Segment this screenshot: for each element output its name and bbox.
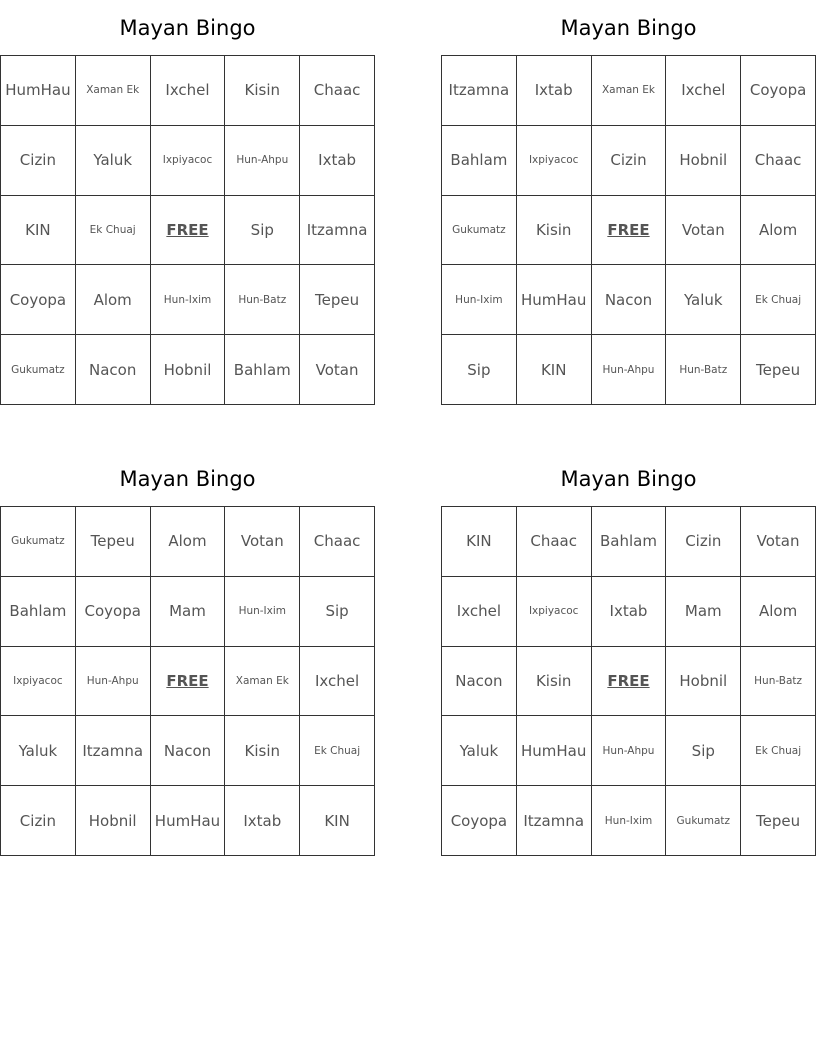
bingo-cell: Ixtab	[592, 577, 667, 647]
bingo-cell: Coyopa	[741, 56, 816, 126]
free-space-cell: FREE	[151, 647, 226, 717]
bingo-cell: Chaac	[300, 56, 375, 126]
bingo-cell: Hun-Ixim	[225, 577, 300, 647]
bingo-cell: Votan	[225, 507, 300, 577]
bingo-grid	[441, 506, 816, 856]
bingo-cell: Hun-Ahpu	[592, 335, 667, 405]
bingo-cell: Yaluk	[442, 716, 517, 786]
bingo-cell: Cizin	[1, 786, 76, 856]
bingo-cell: KIN	[442, 507, 517, 577]
bingo-cell: Votan	[666, 196, 741, 266]
bingo-grid	[0, 55, 375, 405]
bingo-cell: Itzamna	[76, 716, 151, 786]
bingo-cell: Yaluk	[666, 265, 741, 335]
bingo-cell: Hun-Ahpu	[592, 716, 667, 786]
bingo-cell: Ek Chuaj	[300, 716, 375, 786]
bingo-cell: Ek Chuaj	[76, 196, 151, 266]
free-space-cell: FREE	[592, 196, 667, 266]
bingo-cell: Hun-Batz	[225, 265, 300, 335]
bingo-cell: Ixtab	[225, 786, 300, 856]
bingo-cell: HumHau	[1, 56, 76, 126]
bingo-cell: Cizin	[592, 126, 667, 196]
bingo-cell: Yaluk	[1, 716, 76, 786]
bingo-grid	[441, 55, 816, 405]
bingo-cell: Coyopa	[76, 577, 151, 647]
bingo-cell: Ixpiyacoc	[151, 126, 226, 196]
free-space-cell: FREE	[151, 196, 226, 266]
card-title: Mayan Bingo	[560, 15, 697, 40]
bingo-cell: Hun-Ahpu	[225, 126, 300, 196]
bingo-cell: Xaman Ek	[76, 56, 151, 126]
bingo-cell: Kisin	[225, 716, 300, 786]
bingo-cell: Sip	[300, 577, 375, 647]
bingo-cell: Ixchel	[666, 56, 741, 126]
bingo-cell: Nacon	[442, 647, 517, 717]
bingo-cell: Alom	[76, 265, 151, 335]
bingo-cell: KIN	[1, 196, 76, 266]
bingo-cell: Ixpiyacoc	[517, 126, 592, 196]
bingo-cell: Hobnil	[76, 786, 151, 856]
bingo-cell: Chaac	[300, 507, 375, 577]
bingo-cell: Nacon	[151, 716, 226, 786]
bingo-cell: Coyopa	[1, 265, 76, 335]
bingo-cell: Xaman Ek	[225, 647, 300, 717]
bingo-cell: Mam	[666, 577, 741, 647]
bingo-cell: Ixchel	[151, 56, 226, 126]
bingo-cell: Gukumatz	[666, 786, 741, 856]
bingo-cell: HumHau	[151, 786, 226, 856]
bingo-cell: Ek Chuaj	[741, 716, 816, 786]
bingo-cell: Tepeu	[76, 507, 151, 577]
bingo-cell: Votan	[300, 335, 375, 405]
bingo-cell: HumHau	[517, 265, 592, 335]
bingo-cell: Alom	[741, 196, 816, 266]
bingo-cell: Coyopa	[442, 786, 517, 856]
bingo-cell: Ixpiyacoc	[1, 647, 76, 717]
bingo-cell: Sip	[442, 335, 517, 405]
card-title: Mayan Bingo	[119, 15, 256, 40]
bingo-cell: Ixchel	[300, 647, 375, 717]
free-space-cell: FREE	[592, 647, 667, 717]
bingo-cell: Alom	[151, 507, 226, 577]
bingo-cell: Chaac	[741, 126, 816, 196]
bingo-cell: Ek Chuaj	[741, 265, 816, 335]
bingo-cell: Yaluk	[76, 126, 151, 196]
bingo-cell: Alom	[741, 577, 816, 647]
bingo-cell: Hobnil	[666, 126, 741, 196]
bingo-cell: Gukumatz	[442, 196, 517, 266]
bingo-cell: Hun-Batz	[666, 335, 741, 405]
bingo-cell: Ixtab	[517, 56, 592, 126]
bingo-cell: Hun-Ahpu	[76, 647, 151, 717]
bingo-cell: Sip	[225, 196, 300, 266]
bingo-cell: Itzamna	[517, 786, 592, 856]
bingo-cell: Bahlam	[592, 507, 667, 577]
bingo-cell: Tepeu	[300, 265, 375, 335]
bingo-cell: Hun-Ixim	[592, 786, 667, 856]
card-title: Mayan Bingo	[119, 466, 256, 491]
bingo-cell: Nacon	[592, 265, 667, 335]
bingo-cell: Votan	[741, 507, 816, 577]
bingo-cell: KIN	[517, 335, 592, 405]
bingo-cell: Gukumatz	[1, 335, 76, 405]
bingo-cell: KIN	[300, 786, 375, 856]
bingo-cell: Kisin	[225, 56, 300, 126]
bingo-cell: Tepeu	[741, 786, 816, 856]
bingo-cell: Cizin	[1, 126, 76, 196]
bingo-cell: Hun-Ixim	[442, 265, 517, 335]
bingo-cell: Hun-Batz	[741, 647, 816, 717]
bingo-cell: Bahlam	[442, 126, 517, 196]
bingo-cell: Hobnil	[666, 647, 741, 717]
bingo-cell: Itzamna	[442, 56, 517, 126]
bingo-cell: Bahlam	[1, 577, 76, 647]
bingo-cell: Sip	[666, 716, 741, 786]
bingo-cell: Mam	[151, 577, 226, 647]
bingo-grid	[0, 506, 375, 856]
bingo-cell: Hun-Ixim	[151, 265, 226, 335]
bingo-cell: Tepeu	[741, 335, 816, 405]
bingo-cell: Nacon	[76, 335, 151, 405]
bingo-cell: Chaac	[517, 507, 592, 577]
bingo-cell: Ixpiyacoc	[517, 577, 592, 647]
bingo-cell: Gukumatz	[1, 507, 76, 577]
bingo-cell: Itzamna	[300, 196, 375, 266]
bingo-cell: Ixtab	[300, 126, 375, 196]
bingo-cell: Cizin	[666, 507, 741, 577]
bingo-cell: Kisin	[517, 196, 592, 266]
bingo-cell: Kisin	[517, 647, 592, 717]
bingo-cell: Hobnil	[151, 335, 226, 405]
bingo-cell: Xaman Ek	[592, 56, 667, 126]
bingo-cell: Bahlam	[225, 335, 300, 405]
card-title: Mayan Bingo	[560, 466, 697, 491]
bingo-cell: HumHau	[517, 716, 592, 786]
bingo-cell: Ixchel	[442, 577, 517, 647]
